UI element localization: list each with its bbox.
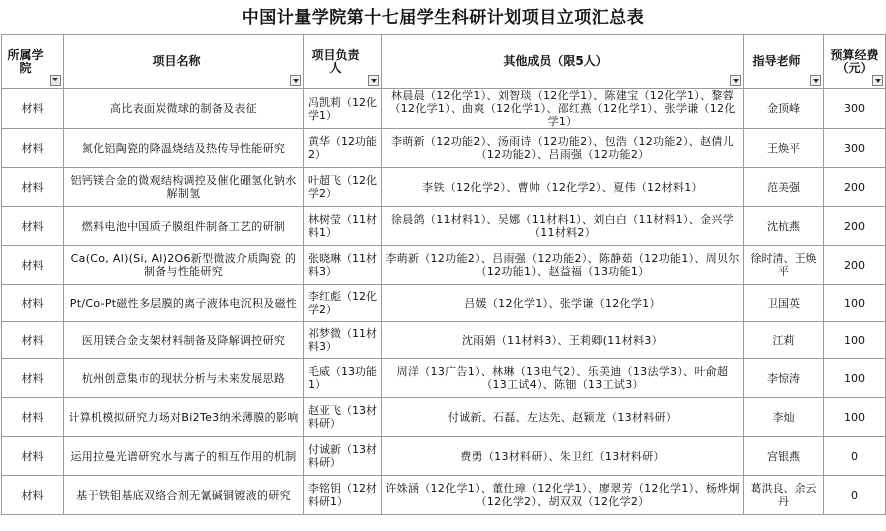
cell-budget[interactable]: 100: [824, 285, 886, 322]
filter-active-icon[interactable]: [50, 75, 61, 86]
cell-project[interactable]: Ca(Co, Al)(Si, Al)2O6新型微波介质陶瓷 的制备与性能研究: [64, 246, 304, 285]
header-project-label: 项目名称: [152, 54, 201, 68]
header-project: [64, 35, 304, 89]
cell-college[interactable]: 材料: [2, 437, 64, 476]
cell-college[interactable]: 材料: [2, 322, 64, 359]
table-row: [2, 207, 886, 246]
cell-leader[interactable]: 张晓琳（11材料3）: [304, 246, 382, 285]
cell-project[interactable]: 计算机模拟研究力场对Bi2Te3纳米薄膜的影响: [64, 398, 304, 437]
cell-project[interactable]: 燃料电池中国质子膜组件制备工艺的研制: [64, 207, 304, 246]
header-members: [382, 35, 744, 89]
filter-dropdown-icon[interactable]: [872, 75, 883, 86]
table-row: [2, 129, 886, 168]
cell-members[interactable]: 吕媛（12化学1）、张学谦（12化学1）: [382, 285, 744, 322]
cell-budget[interactable]: 200: [824, 168, 886, 207]
cell-project[interactable]: 铝钙镁合金的微观结构调控及催化硼氢化钠水解制氢: [64, 168, 304, 207]
header-advisor: [744, 35, 824, 89]
table-row: [2, 322, 886, 359]
cell-members[interactable]: 许姝涵（12化学1）、董仕璋（12化学1）、廖翠芳（12化学1）、杨烨炯（12化学2）、胡双双（12化学2）: [382, 476, 744, 515]
cell-members[interactable]: 李铁（12化学2）、曹帅（12化学2）、夏伟（12材料1）: [382, 168, 744, 207]
cell-leader[interactable]: 李铭钥（12材料研1）: [304, 476, 382, 515]
cell-members[interactable]: 沈雨娟（11材料3）、王莉卿(11材料3）: [382, 322, 744, 359]
cell-advisor[interactable]: 王焕平: [744, 129, 824, 168]
cell-leader[interactable]: 叶超飞（12化学2）: [304, 168, 382, 207]
cell-budget[interactable]: 200: [824, 246, 886, 285]
cell-project[interactable]: Pt/Co-Pt磁性多层膜的离子液体电沉积及磁性: [64, 285, 304, 322]
cell-leader[interactable]: 赵亚飞（13材料研）: [304, 398, 382, 437]
table-row: [2, 437, 886, 476]
cell-college[interactable]: 材料: [2, 476, 64, 515]
cell-advisor[interactable]: 金顶峰: [744, 89, 824, 129]
cell-members[interactable]: 徐晨鸽（11材料1）、吴娜（11材料1）、刘白白（11材料1）、金兴学（11材料2）: [382, 207, 744, 246]
table-row: [2, 285, 886, 322]
project-table: [1, 34, 886, 515]
cell-advisor[interactable]: 李惊涛: [744, 359, 824, 398]
cell-budget[interactable]: 100: [824, 322, 886, 359]
header-budget-label: 预算经费（元）: [830, 47, 879, 75]
cell-budget[interactable]: 300: [824, 129, 886, 168]
cell-leader[interactable]: 付诚新（13材料研）: [304, 437, 382, 476]
cell-advisor[interactable]: 李灿: [744, 398, 824, 437]
header-college: [2, 35, 64, 89]
cell-project[interactable]: 氮化铝陶瓷的降温烧结及热传导性能研究: [64, 129, 304, 168]
cell-college[interactable]: 材料: [2, 129, 64, 168]
cell-leader[interactable]: 祁梦微（11材料3）: [304, 322, 382, 359]
cell-budget[interactable]: 100: [824, 398, 886, 437]
cell-leader[interactable]: 黄华（12功能2）: [304, 129, 382, 168]
cell-members[interactable]: 周洋（13广告1）、林琳（13电气2）、乐美迪（13法学3）、叶俞超（13工试4）、陈钿（13工试3）: [382, 359, 744, 398]
cell-college[interactable]: 材料: [2, 89, 64, 129]
cell-college[interactable]: 材料: [2, 359, 64, 398]
cell-project[interactable]: 医用镁合金支架材料制备及降解调控研究: [64, 322, 304, 359]
cell-advisor[interactable]: 范美强: [744, 168, 824, 207]
cell-members[interactable]: 费勇（13材料研）、朱卫红（13材料研）: [382, 437, 744, 476]
cell-leader[interactable]: 毛威（13功能1）: [304, 359, 382, 398]
cell-college[interactable]: 材料: [2, 168, 64, 207]
cell-project[interactable]: 杭州创意集市的现状分析与未来发展思路: [64, 359, 304, 398]
header-members-label: 其他成员（限5人）: [503, 54, 608, 68]
cell-budget[interactable]: 100: [824, 359, 886, 398]
cell-college[interactable]: 材料: [2, 207, 64, 246]
cell-budget[interactable]: 200: [824, 207, 886, 246]
cell-college[interactable]: 材料: [2, 246, 64, 285]
cell-college[interactable]: 材料: [2, 285, 64, 322]
cell-leader[interactable]: 冯凯莉（12化学1）: [304, 89, 382, 129]
header-college-label: 所属学院: [7, 47, 44, 75]
table-row: [2, 246, 886, 285]
filter-dropdown-icon[interactable]: [730, 75, 741, 86]
header-leader: [304, 35, 382, 89]
table-row: [2, 168, 886, 207]
cell-college[interactable]: 材料: [2, 398, 64, 437]
cell-advisor[interactable]: 沈杭燕: [744, 207, 824, 246]
filter-dropdown-icon[interactable]: [368, 75, 379, 86]
cell-members[interactable]: 李萌新（12功能2）、吕雨强（12功能2）、陈静茹（12功能1）、周贝尔（12功能1）、赵益福（13功能1）: [382, 246, 744, 285]
cell-leader[interactable]: 林树莹（11材料1）: [304, 207, 382, 246]
cell-budget[interactable]: 0: [824, 437, 886, 476]
cell-project[interactable]: 运用拉曼光谱研究水与离子的相互作用的机制: [64, 437, 304, 476]
cell-advisor[interactable]: 宫银燕: [744, 437, 824, 476]
cell-leader[interactable]: 李红彪（12化学2）: [304, 285, 382, 322]
sheet-title: 中国计量学院第十七届学生科研计划项目立项汇总表: [241, 8, 645, 28]
cell-advisor[interactable]: 葛洪良、余云丹: [744, 476, 824, 515]
cell-budget[interactable]: 0: [824, 476, 886, 515]
filter-dropdown-icon[interactable]: [810, 75, 821, 86]
cell-advisor[interactable]: 徐时清、王焕平: [744, 246, 824, 285]
cell-project[interactable]: 高比表面炭微球的制备及表征: [64, 89, 304, 129]
table-row: [2, 476, 886, 515]
cell-budget[interactable]: 300: [824, 89, 886, 129]
header-row: [2, 35, 886, 89]
header-advisor-label: 指导老师: [752, 54, 801, 68]
table-row: [2, 89, 886, 129]
cell-advisor[interactable]: 江莉: [744, 322, 824, 359]
cell-members[interactable]: 林晨晨（12化学1）、刘智琰（12化学1）、陈建宝（12化学1）、黎蓉（12化学1）、曲爽（12化学1）、邵红燕（12化学1）、张学谦（12化学1）: [382, 89, 744, 129]
cell-members[interactable]: 李萌新（12功能2）、汤雨诗（12功能2）、包浩（12功能2）、赵倩儿（12功能2）、吕雨强（12功能2）: [382, 129, 744, 168]
filter-dropdown-icon[interactable]: [290, 75, 301, 86]
table-row: [2, 359, 886, 398]
header-budget: [824, 35, 886, 89]
cell-members[interactable]: 付诚新、石磊、左达先、赵颖龙（13材料研）: [382, 398, 744, 437]
header-leader-label: 项目负责人: [311, 47, 360, 75]
table-row: [2, 398, 886, 437]
cell-advisor[interactable]: 卫国英: [744, 285, 824, 322]
cell-project[interactable]: 基于铁钼基底双络合剂无氰碱铜镀液的研究: [64, 476, 304, 515]
